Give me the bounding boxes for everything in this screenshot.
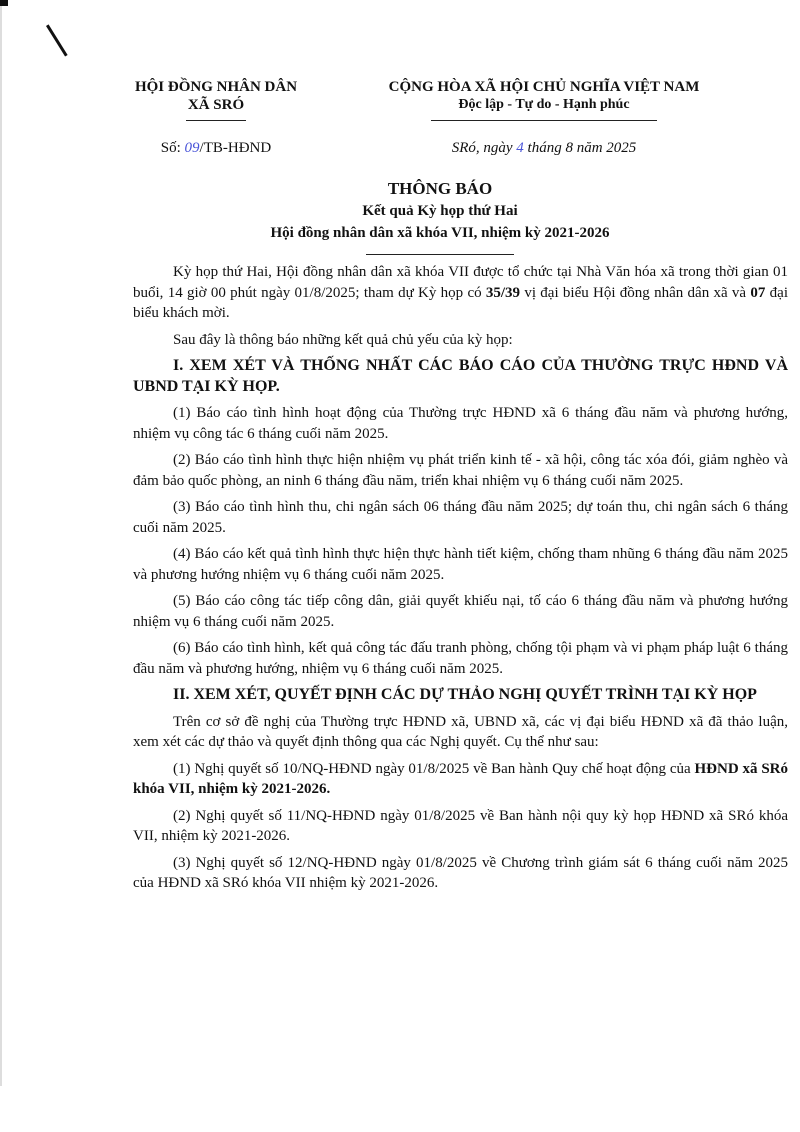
section-1-item: (3) Báo cáo tình hình thu, chi ngân sách 06 tháng đầu năm 2025; dự toán thu, chi ngân sách 6 tháng cuối năm 2025. — [133, 499, 788, 536]
section-1-item: (6) Báo cáo tình hình, kết quả công tác đấu tranh phòng, chống tội phạm và vi phạm pháp luật 6 tháng đầu năm và phương hướng, nhiệm vụ 6 tháng cuối năm 2025. — [133, 640, 788, 677]
document-number — [130, 140, 302, 157]
text: đại biểu khách mời. — [133, 284, 788, 321]
title-sub1: Kết quả Kỳ họp thứ Hai — [362, 203, 518, 219]
divider — [366, 254, 514, 255]
text: (2) Nghị quyết số 11/NQ-HĐND ngày 01/8/2025 về Ban hành nội quy kỳ họp HĐND xã SRó khóa VII, nhiệm kỳ 2021-2026. — [133, 807, 788, 844]
country-name: CỘNG HÒA XÃ HỘI CHỦ NGHĨA VIỆT NAM — [388, 79, 700, 95]
resolution-item — [133, 806, 788, 847]
section-1-item: (5) Báo cáo công tác tiếp công dân, giải quyết khiếu nại, tố cáo 6 tháng đầu năm và phương hướng nhiệm vụ 6 tháng cuối năm 2025. — [133, 593, 788, 630]
place-label: SRó, ngày — [451, 140, 517, 156]
section-2-intro: Trên cơ sở đề nghị của Thường trực HĐND xã, UBND xã, các vị đại biểu HĐND xã đã thảo luận, xem xét các dự thảo và quyết định thông qua các Nghị quyết. Cụ thể như sau: — [133, 713, 788, 750]
issuing-organization — [130, 78, 302, 121]
title-sub2: Hội đồng nhân dân xã khóa VII, nhiệm kỳ 2021-2026 — [270, 225, 610, 241]
section-1-item: (4) Báo cáo kết quả tình hình thực hiện thực hành tiết kiệm, chống tham nhũng 6 tháng đầu năm 2025 và phương hướng nhiệm vụ 6 tháng cuối năm 2025. — [133, 546, 788, 583]
national-heading — [350, 78, 738, 121]
resolution-item — [133, 853, 788, 894]
doc-number-code: /TB-HĐND — [199, 140, 272, 156]
text: vị đại biểu Hội đồng nhân dân xã và — [520, 284, 751, 301]
text: (1) Nghị quyết số 10/NQ-HĐND ngày 01/8/2025 về Ban hành Quy chế hoạt động của — [173, 760, 695, 777]
text-bold: HĐND xã SRó khóa VII, nhiệm kỳ 2021-2026. — [133, 760, 788, 797]
date-rest: tháng 8 năm 2025 — [523, 140, 637, 156]
section-2-heading: II. XEM XÉT, QUYẾT ĐỊNH CÁC DỰ THẢO NGHỊ QUYẾT TRÌNH TẠI KỲ HỌP — [173, 686, 757, 703]
date-day-handwritten: 4 — [516, 140, 524, 156]
org-name: HỘI ĐỒNG NHÂN DÂN — [134, 79, 298, 95]
intro-paragraph — [133, 262, 788, 324]
resolution-item — [133, 759, 788, 800]
delegate-count: 35/39 — [485, 284, 521, 301]
intro-lead: Sau đây là thông báo những kết quả chủ yếu của kỳ họp: — [173, 331, 513, 348]
place-and-date — [350, 140, 738, 157]
org-commune: XÃ SRÓ — [187, 97, 245, 113]
text: Kỳ họp thứ Hai, Hội đồng nhân dân xã khóa VII được tổ chức tại Nhà Văn hóa xã trong thời gian 01 buổi, 14 giờ 00 phút ngày 01/8/2025; tham dự Kỳ họp có — [133, 264, 788, 301]
divider — [431, 120, 657, 121]
document-body — [133, 262, 788, 900]
national-motto: Độc lập - Tự do - Hạnh phúc — [458, 97, 630, 112]
guest-count: 07 — [750, 284, 766, 301]
title-main: THÔNG BÁO — [387, 179, 493, 198]
document-title — [130, 178, 750, 255]
section-1-item: (2) Báo cáo tình hình thực hiện nhiệm vụ phát triển kinh tế - xã hội, công tác xóa đói, giảm nghèo và đảm bảo quốc phòng, an ninh 6 tháng đầu năm, triển khai nhiệm vụ 6 tháng cuối năm 2025. — [133, 452, 788, 489]
scan-edge-line — [0, 6, 2, 1086]
divider — [186, 120, 246, 121]
doc-number-label: Số: — [160, 140, 185, 156]
doc-number-handwritten: 09 — [184, 140, 200, 156]
text: (3) Nghị quyết số 12/NQ-HĐND ngày 01/8/2025 về Chương trình giám sát 6 tháng cuối năm 2025 của HĐND xã SRó khóa VII nhiệm kỳ 2021-2026. — [133, 854, 788, 891]
section-1-item: (1) Báo cáo tình hình hoạt động của Thường trực HĐND xã 6 tháng đầu năm và phương hướng, nhiệm vụ công tác 6 tháng cuối năm 2025. — [133, 405, 788, 442]
handwritten-slash-mark — [46, 24, 68, 56]
section-1-heading: I. XEM XÉT VÀ THỐNG NHẤT CÁC BÁO CÁO CỦA THƯỜNG TRỰC HĐND VÀ UBND TẠI KỲ HỌP. — [133, 357, 788, 395]
